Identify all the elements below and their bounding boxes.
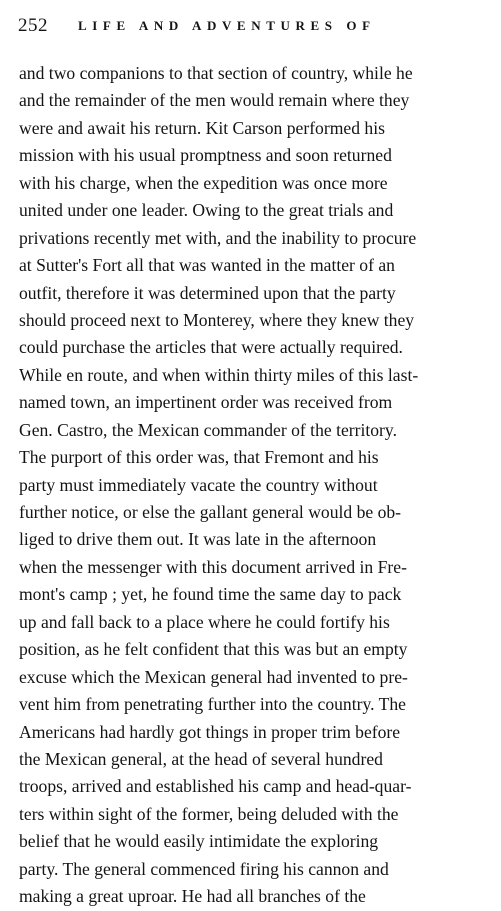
text-line: could purchase the articles that were actually required. <box>19 337 403 358</box>
text-line: Americans had hardly got things in proper trim before <box>19 721 401 742</box>
text-line: should proceed next to Monterey, where they knew they <box>19 309 415 330</box>
text-line: ters within sight of the former, being deluded with the <box>19 803 399 824</box>
text-line: troops, arrived and established his camp and head-quar- <box>19 776 412 797</box>
text-line: vent him from penetrating further into the country. The <box>19 694 406 715</box>
text-line: named town, an impertinent order was received from <box>19 392 393 413</box>
text-line: making a great uproar. He had all branches of the <box>19 886 366 907</box>
text-line: up and fall back to a place where he could fortify his <box>19 611 390 632</box>
page-number: 252 <box>18 15 48 36</box>
text-line: and two companions to that section of country, while he <box>19 63 413 83</box>
running-head <box>18 14 483 38</box>
text-line: party must immediately vacate the country without <box>19 474 378 495</box>
text-line: with his charge, when the expedition was once more <box>19 172 388 193</box>
text-line: outfit, therefore it was determined upon that the party <box>19 282 396 303</box>
body-text <box>19 60 483 911</box>
text-line: liged to drive them out. It was late in the afternoon <box>19 529 377 550</box>
text-line: the Mexican general, at the head of several hundred <box>19 748 383 769</box>
text-line: The purport of this order was, that Fremont and his <box>19 447 379 468</box>
text-line: and the remainder of the men would remain where they <box>19 90 410 111</box>
text-line: were and await his return. Kit Carson performed his <box>19 117 385 138</box>
text-line: privations recently met with, and the inability to procure <box>19 227 417 248</box>
text-line: excuse which the Mexican general had invented to pre- <box>19 666 408 687</box>
text-line: belief that he would easily intimidate the exploring <box>19 831 379 852</box>
text-line: when the messenger with this document arrived in Fre- <box>19 556 407 577</box>
text-line: party. The general commenced firing his cannon and <box>19 858 389 879</box>
text-line: mission with his usual promptness and soon returned <box>19 145 392 166</box>
text-line: at Sutter's Fort all that was wanted in the matter of an <box>19 255 395 276</box>
text-line: While en route, and when within thirty miles of this last- <box>19 364 419 385</box>
text-line: position, as he felt confident that this was but an empty <box>19 639 408 660</box>
text-line: mont's camp ; yet, he found time the same day to pack <box>19 584 402 605</box>
text-line: Gen. Castro, the Mexican commander of the territory. <box>19 419 397 440</box>
text-line: further notice, or else the gallant general would be ob- <box>19 502 402 522</box>
text-line: united under one leader. Owing to the great trials and <box>19 200 394 221</box>
running-title: LIFE AND ADVENTURES OF <box>78 18 376 33</box>
